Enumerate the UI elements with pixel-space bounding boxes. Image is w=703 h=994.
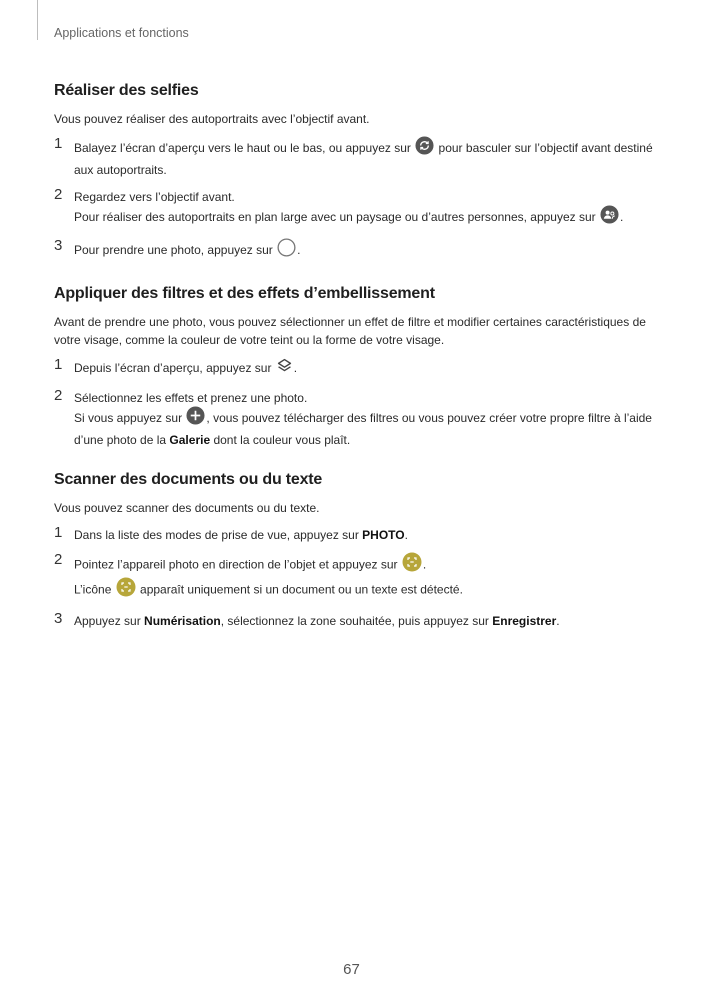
section-title: Appliquer des filtres et des effets d’embellissement <box>54 285 435 302</box>
add-icon <box>186 406 205 430</box>
step-item: 1 Dans la liste des modes de prise de vue, appuyez sur PHOTO. <box>54 524 408 542</box>
step-item: 1 Depuis l’écran d’aperçu, appuyez sur . <box>54 358 654 380</box>
shutter-icon <box>277 238 296 262</box>
step-item: 2 Regardez vers l’objectif avant. Pour réaliser des autoportraits en plan large avec un paysage ou d’autres personnes, appuyez sur . <box>54 188 654 230</box>
step-number: 3 <box>54 237 63 254</box>
section-filters <box>54 285 654 449</box>
header-rule <box>37 0 38 40</box>
step-item: 3 Pour prendre une photo, appuyez sur . <box>54 239 654 263</box>
section-intro: Avant de prendre une photo, vous pouvez sélectionner un effet de filtre et modifier certaines caractéristiques de votre visage, comme la couleur de votre teint ou la forme de votre visage. <box>54 315 646 347</box>
scan-icon <box>402 552 422 577</box>
step-item: 2 Sélectionnez les effets et prenez une photo. Si vous appuyez sur , vous pouvez télécharger des filtres ou vous pouvez créer votre propre filtre à l’aide d’une photo de la Galerie dont la couleur vous plaît. <box>54 387 652 447</box>
step-number: 2 <box>54 551 63 568</box>
page-content <box>54 82 654 630</box>
step-item: 1 Balayez l’écran d’aperçu vers le haut ou le bas, ou appuyez sur pour basculer sur l’objectif avant destiné aux autoportraits. <box>54 135 653 177</box>
page-number: 67 <box>343 961 360 978</box>
filter-icon <box>276 357 293 379</box>
step-item: 2 Pointez l’appareil photo en direction de l’objet et appuyez sur . L’icône apparaît uniquement si un document ou un texte est détecté. <box>54 553 654 603</box>
section-selfies <box>54 82 654 263</box>
section-title: Scanner des documents ou du texte <box>54 471 323 488</box>
section-title: Réaliser des selfies <box>54 82 199 99</box>
section-intro: Vous pouvez réaliser des autoportraits avec l’objectif avant. <box>54 112 370 126</box>
switch-camera-icon <box>415 136 434 160</box>
step-number: 3 <box>54 610 63 627</box>
step-number: 1 <box>54 524 63 541</box>
step-number: 1 <box>54 356 63 373</box>
step-item: 3 Appuyez sur Numérisation, sélectionnez la zone souhaitée, puis appuyez sur Enregistrer. <box>54 610 560 628</box>
scan-icon <box>116 577 136 602</box>
section-scanner <box>54 471 654 630</box>
section-header: Applications et fonctions <box>54 26 189 40</box>
section-intro: Vous pouvez scanner des documents ou du texte. <box>54 501 320 515</box>
step-number: 2 <box>54 387 63 404</box>
step-number: 2 <box>54 186 63 203</box>
wide-selfie-icon <box>600 205 619 229</box>
step-number: 1 <box>54 135 63 152</box>
